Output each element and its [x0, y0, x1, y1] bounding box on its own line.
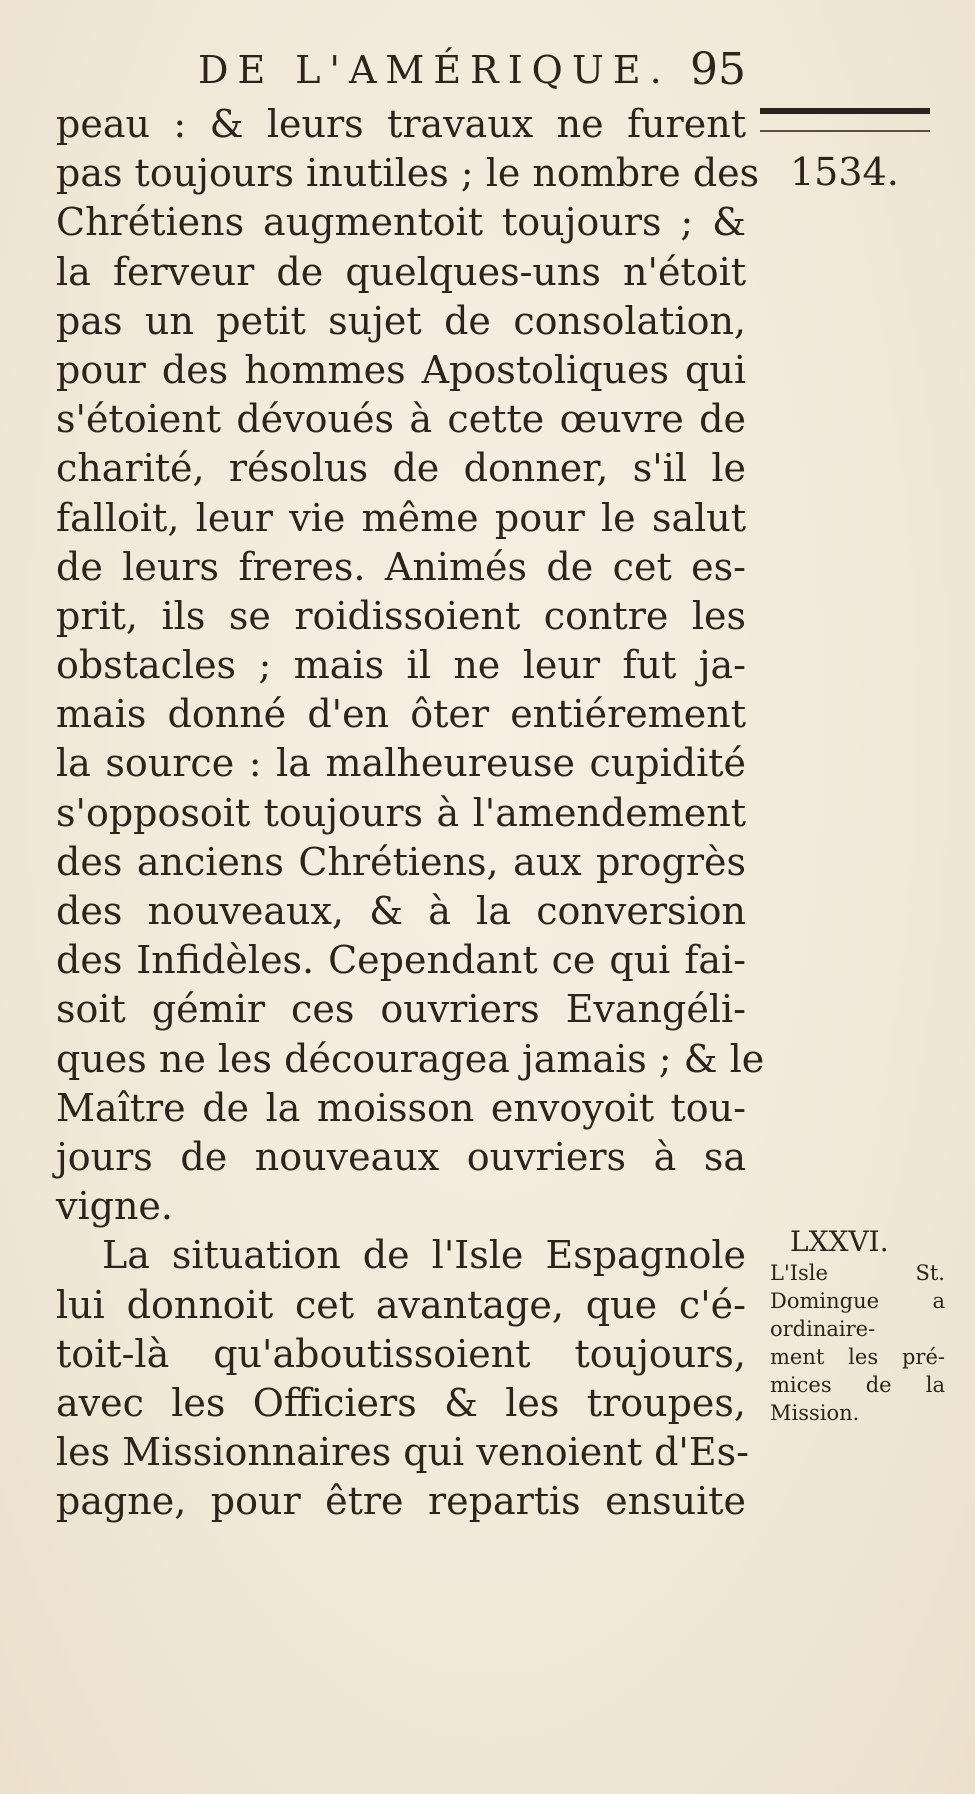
margin-rule-thin [760, 130, 930, 132]
text-line: la ferveur de quelques-uns n'étoit [56, 249, 746, 294]
marginal-note-line: ment les pré- [770, 1345, 945, 1369]
text-line: La situation de l'Isle Espagnole [102, 1233, 746, 1278]
text-line: Chrétiens augmentoit toujours ; & [56, 200, 746, 245]
text-line: falloit, leur vie même pour le salut [56, 495, 746, 540]
text-line: peau : & leurs travaux ne furent [56, 102, 746, 146]
marginal-note-line: mices de la [770, 1373, 945, 1397]
text-line: mais donné d'en ôter entiérement [56, 692, 746, 737]
margin-year: 1534. [790, 150, 899, 194]
text-line: de leurs freres. Animés de cet es- [56, 544, 746, 589]
text-line: toit-là qu'aboutissoient toujours, [56, 1331, 746, 1376]
text-line: s'étoient dévoués à cette œuvre de [56, 397, 746, 442]
text-line: pas toujours inutiles ; le nombre des [56, 151, 760, 196]
text-line: lui donnoit cet avantage, que c'é- [56, 1282, 746, 1327]
text-line: des Infidèles. Cependant ce qui fai- [56, 938, 746, 983]
text-line: charité, résolus de donner, s'il le [56, 446, 746, 491]
text-line: des anciens Chrétiens, aux progrès [56, 839, 746, 884]
text-line: soit gémir ces ouvriers Evangéli- [56, 987, 746, 1032]
text-line: prit, ils se roidissoient contre les [56, 593, 746, 638]
marginal-note-number: LXXVI. [790, 1225, 889, 1258]
marginal-note [770, 1225, 945, 1427]
text-line: s'opposoit toujours à l'amendement [56, 790, 746, 835]
margin-rule [760, 108, 930, 114]
body-text [56, 100, 765, 1526]
page-number: 95 [690, 44, 746, 95]
text-line: jours de nouveaux ouvriers à sa [56, 1134, 746, 1179]
text-line: la source : la malheureuse cupidité [56, 741, 746, 786]
text-line: pas un petit sujet de consolation, [56, 298, 746, 343]
text-line: les Missionnaires qui venoient d'Es- [56, 1430, 749, 1475]
text-line: vigne. [56, 1184, 173, 1229]
text-line: obstacles ; mais il ne leur fut ja- [56, 643, 746, 688]
marginal-note-line: Domingue a [770, 1289, 945, 1313]
text-line: pour des hommes Apostoliques qui [56, 347, 746, 392]
marginal-note-line: ordinaire- [770, 1317, 876, 1341]
text-line: pagne, pour être repartis ensuite [56, 1479, 746, 1524]
marginal-note-line: Mission. [770, 1401, 860, 1425]
text-line: avec les Officiers & les troupes, [56, 1380, 746, 1425]
text-line: ques ne les découragea jamais ; & le [56, 1036, 765, 1081]
text-line: Maître de la moisson envoyoit tou- [56, 1085, 746, 1130]
marginal-note-line: L'Isle St. [770, 1261, 945, 1285]
text-line: des nouveaux, & à la conversion [56, 889, 746, 933]
running-title: DE L'AMÉRIQUE. [198, 48, 671, 92]
